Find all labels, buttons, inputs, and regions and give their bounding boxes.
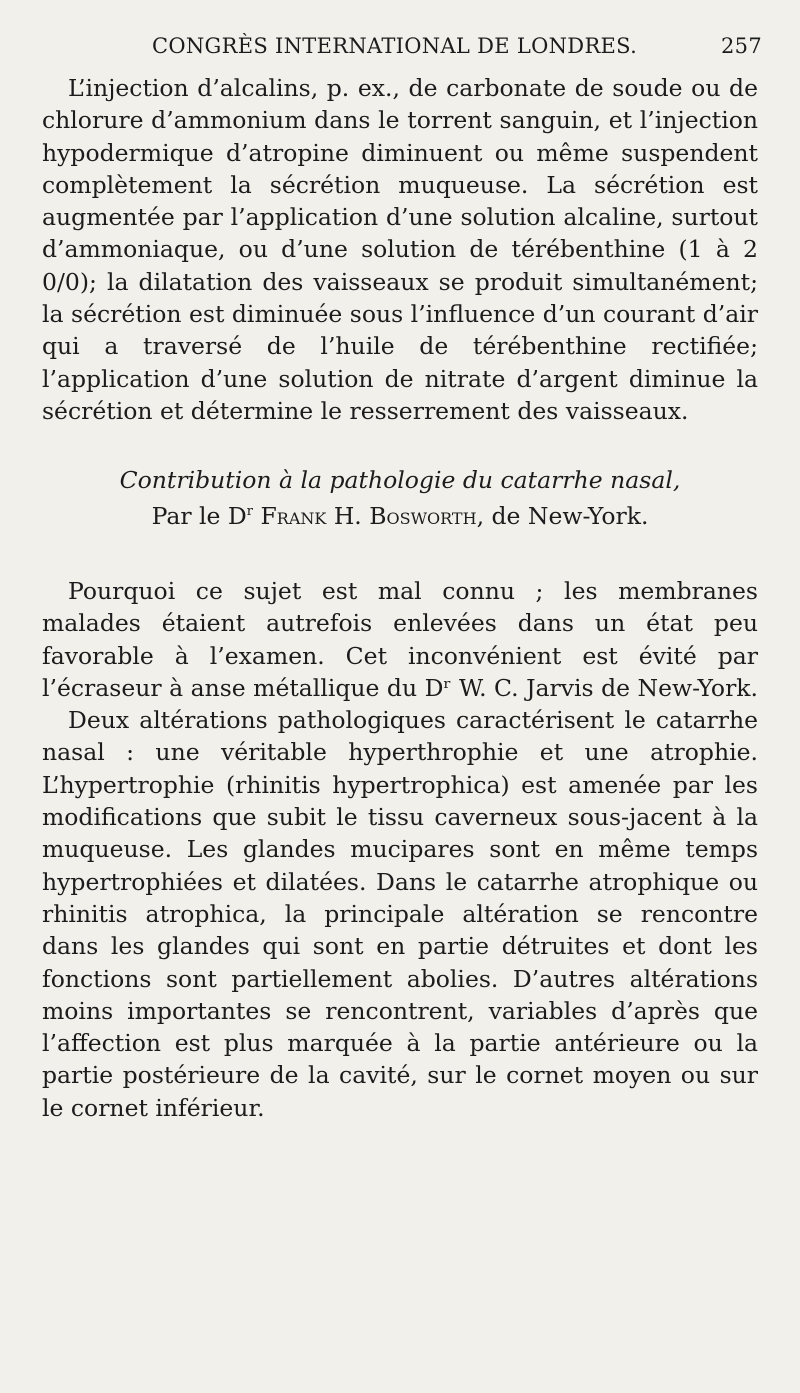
body-paragraph-1: Pourquoi ce sujet est mal connu ; les membranes malades étaient autrefois enlevées dans un état peu favorable à l’examen. Cet inconvénient est évité par l’écraseur à anse métallique du Dʳ W. C. Jarvis de New-York. [42,577,759,702]
intro-paragraph: L’injection d’alcalins, p. ex., de carbonate de soude ou de chlorure d’ammonium dans le torrent sanguin, et l’injection hypodermique d’atropine diminuent ou même suspendent complètement la sécrétion muqueuse. La sécrétion est augmentée par l’application d’une solution alcaline, surtout d’ammoniaque, ou d’une solution de térébenthine (1 à 2 0/0); la dilatation des vaisseaux se produit simultanément; la sécrétion est diminuée sous l’influence d’un courant d’air qui a traversé de l’huile de térébenthine rectifiée; l’application d’une solution de nitrate d’argent diminue la sécrétion et détermine le resserrement des vaisseaux. [42,74,758,425]
article-title: Contribution à la pathologie du catarrhe nasal, [119,466,681,494]
running-header [152,34,762,64]
article-heading [42,462,758,534]
body-paragraph-2: Deux altérations pathologiques caractérisent le catarrhe nasal : une véritable hyperthrophie et une atrophie. L’hypertrophie (rhinitis hypertrophica) est amenée par les modifications que subit le tissu caverneux sous-jacent à la muqueuse. Les glandes mucipares sont en même temps hypertrophiées et dilatées. Dans le catarrhe atrophique ou rhinitis atrophica, la principale altération se rencontre dans les glandes qui sont en partie détruites et dont les fonctions sont partiellement abolies. D’autres altérations moins importantes se rencontrent, variables d’après que l’affection est plus marquée à la partie antérieure ou la partie postérieure de la cavité, sur le cornet moyen ou sur le cornet inférieur. [42,706,758,1122]
article-body [42,575,758,1124]
article-byline: Par le $D^r$ Frank H. Bosworth, de New-York. [151,502,649,530]
author-name: Frank H. Bosworth [260,502,477,530]
page-number: 257 [721,34,762,58]
intro-text [42,72,758,427]
running-title: CONGRÈS INTERNATIONAL DE LONDRES. [152,34,638,58]
